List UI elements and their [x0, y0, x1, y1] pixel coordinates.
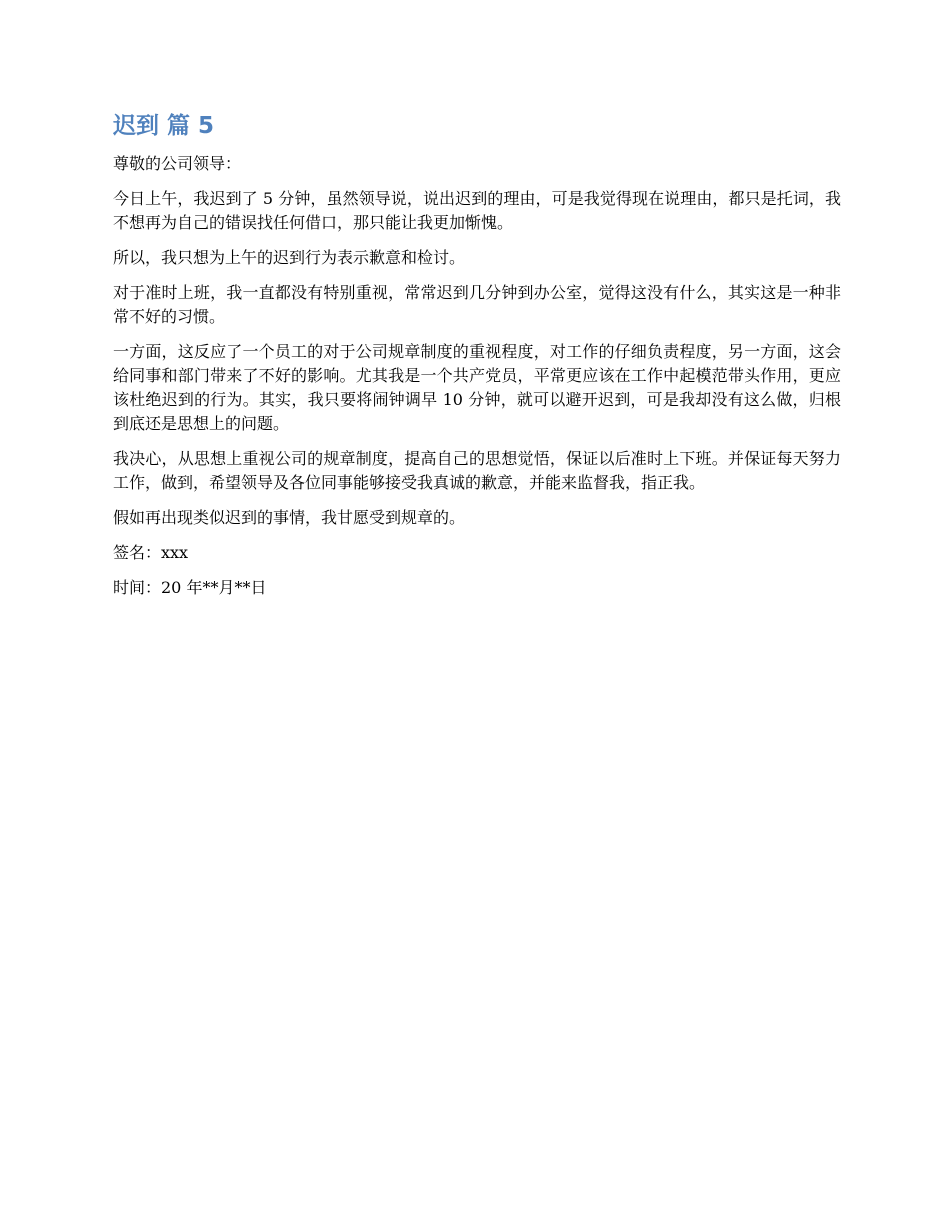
paragraph: 我决心，从思想上重视公司的规章制度，提高自己的思想觉悟，保证以后准时上下班。并保证每天努力工作，做到，希望领导及各位同事能够接受我真诚的歉意，并能来监督我，指正我。	[113, 449, 841, 492]
date-line: 时间：20 年**月**日	[113, 578, 267, 597]
paragraph: 一方面，这反应了一个员工的对于公司规章制度的重视程度，对工作的仔细负责程度，另一方面，这会给同事和部门带来了不好的影响。尤其我是一个共产党员，平常更应该在工作中起模范带头作用，更应该杜绝迟到的行为。其实，我只要将闹钟调早 10 分钟，就可以避开迟到，可是我却没有这么做，归根到底还是思想上的问题。	[113, 342, 841, 433]
paragraph: 所以，我只想为上午的迟到行为表示歉意和检讨。	[113, 248, 466, 267]
document-title: 迟到 篇 5	[113, 113, 215, 139]
paragraph: 假如再出现类似迟到的事情，我甘愿受到规章的。	[113, 508, 466, 527]
document-page	[113, 110, 841, 611]
signature-line: 签名：xxx	[113, 543, 189, 562]
paragraph: 今日上午，我迟到了 5 分钟，虽然领导说，说出迟到的理由，可是我觉得现在说理由，都只是托词，我不想再为自己的错误找任何借口，那只能让我更加惭愧。	[113, 189, 841, 232]
salutation: 尊敬的公司领导：	[113, 154, 242, 173]
paragraph: 对于准时上班，我一直都没有特别重视，常常迟到几分钟到办公室，觉得这没有什么，其实这是一种非常不好的习惯。	[113, 283, 841, 326]
